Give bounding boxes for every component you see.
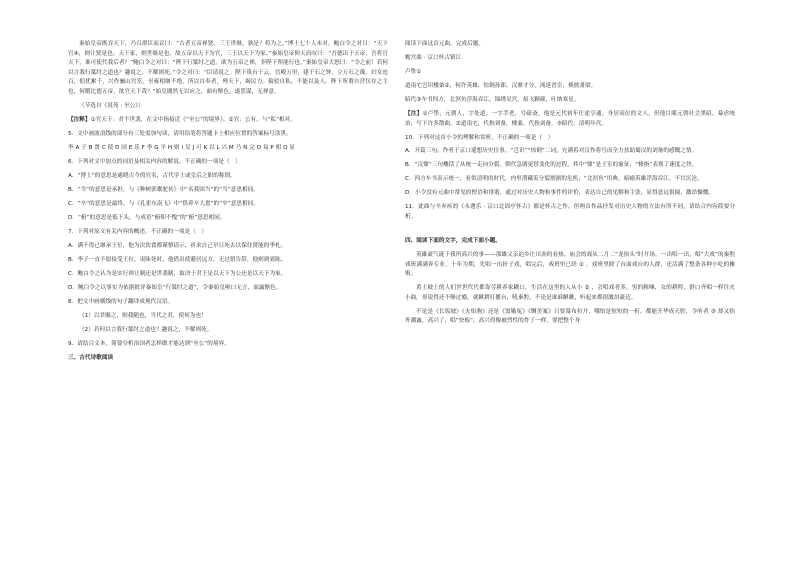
annotation [68,116,388,126]
poem-annotation [405,110,735,129]
section-4-heading: 四、阅读下面的文字，完成下面小题。 [405,238,501,244]
annotation-tag: 【注释】 [68,116,91,123]
passage-source: （节选自《说苑 · 至公》） [79,102,144,109]
left-column [68,40,388,368]
essay-paragraph-1: 英雄豪气诞于我所高兴的事——那雄父亲迫乡庄川沥的看热。庙会的戏从二月二“龙抬头”时开场，一出唱一出，唱“大戏”的秦腔戏班满满奔专业。十年为期，先唱一出折子戏，唱完后，戏班里已经 ① ，戏班里除了台面戏台的人群，还活满了整条各种小吃的摊贩。 [405,251,735,278]
poem-line-2: 昭代③车书四方，北溟鱼浮海吞江。锦绣吴宫，焰飞颗颜，吐纳寒星。 [405,96,580,103]
question-6: 6．下列对文中加点的词语及相关内容的解说，不正确的一项是（ ） [68,158,241,165]
question-11: 11．此曲与辛弃疾的《永遇乐 · 京口北固亭怀古》都是怀古之作，但两首作品抒发对历史人物的方法有所不同，请结合内容简要分析。 [405,204,735,221]
poem-title: 蟾宫曲 · 京口怀古镇江 [405,54,462,61]
poem-annotation-tag: 【注】 [405,110,423,117]
essay-paragraph-2: 黄土坡上的人们世世代代都靠劳耕养家糊口。生活在这里的人从小 ② ，会唱戏者多，男的粗嗓，女的耕程，群口齐唱一样往火小曲。哥说得还不够过瘾，就瞅耕打播台，吼秦腔，不论是谁谁瞅瞅，听起来都很激昂豪迈。 [405,285,735,301]
question-6-option-a: A．“博士”的意思是通晓古今的官名，古代学士或皇后之职的称谓。 [68,172,236,179]
annotation-text: ①官天下：君不世袭，在文中指接近《“至公”的境界》。②官：公有，与“私”相对。 [90,116,296,123]
question-7-option-b: B．李子一直不愿接受王位，夷昧死时，他借出使避居远方，无过错告辞，他则到郊陈。 [68,256,287,263]
question-5: 5．文中画波浪线的部分有三处需加句读，请用铅笔将答题卡上相应位置的答案标号涂黑。 [68,130,292,137]
right-column [405,40,735,331]
question-8-sentence-1: （1）以君赐之，则我随也，当代之君，使何为也！ [79,312,207,319]
question-10-option-a: A．开篇三句，作者于京口遥想历史往事，“岂识”“惊倒”二词，充满着对汉作将号而全力扶助蜀汉的刘备的感慨之情。 [405,148,698,155]
poem-line-1: 道南宅岂识楼桑②，何许英雄，惊倒孙郎。汉鼎才分，流延晋室，倏彼萧梁。 [405,82,597,89]
question-8-sentence-2: （2）若何以言我行桀纣之道也？趣说之，不解则死。 [79,326,213,333]
question-10-option-d: D．小令没有元曲中常见的俚语和俳谐，通过对历史人物和事件的评价，表达自己的见解和主张，显得意远很阔、激昂慷慨。 [405,190,715,197]
poem-annotation-text: ①卢挚，元朝人，字处道，一字莘老，号疏斋。他是元代初年仕途亨通、身居高位的文人，但他目睹元朝社会黑暗，暴虐统治，写下许多散曲。②道南宅，代指刘备，楼桑，代指刘备。③昭代：清明年代。 [405,110,736,127]
passage-paragraph: 秦始皇帝既吞天下，乃召群臣而议曰：“古者五帝禅贤，三王世继，孰是？将为之。”博士七十人未对。鲍白令之对曰：“天下官④，则让贤是也；天下家，则世继是也。故五帝以天下为官，三王以天下为家。”秦始皇帝仰天而叹曰：“吾德出于五帝，吾将官天下，谁可使代我后者？”鲍白令之对曰：“陛下行桀纣之道，欲为五帝之禅，非陛下所能行也。”秦始皇帝大怒曰：“令之前！若何以言我行桀纣之道也？趣说之，不解则死。”令之对曰：“臣请说之。陛下筑台干云，宫殿五里，建千石之钟，立万石之簴，妇女连百，倡优累千，兴作骊山宫室，至雍相继不绝。所以自奉者，殚天下，竭民力。偏驳自私，不能以及人。陛下所谓自营仅存之主也，何暇比德五帝，欲官天下哉？”始皇闇然无以应之，面有惭色，遂罢谋，无禅意。 [68,41,388,95]
answer-space [405,227,735,237]
poem-intro: 阅读下面这首元曲，完成后题。 [405,41,485,47]
question-5-letters: 李 A 子 B 贤 C 使 D 国 E 乐 F 李 G 平 H 则 I 吴 J 可 K 以 L 兴 M 乃 N 完 O 易 P 相 Q 显 [68,144,296,151]
question-8: 8．把文中画横线的句子翻译成现代汉语。 [68,298,174,305]
question-6-option-c: C．“卒”的意思是最终，与《孔雀东南飞》中“供养卒大恩”的“卒”意思相同。 [68,200,259,207]
question-9: 9．请结合文本，简要分析治国者怎样做才能达到“至公”的境界。 [68,340,230,347]
question-10: 10．下列对这首小令的理解和赏析，不正确的一项是（ ） [405,134,554,141]
poem-author: 卢挚① [405,68,422,75]
question-10-option-b: B．“汉鼎”三句概括了从统一走向分裂、朝代急剧更替变化的过程，其中“鼎”是王室的象征，“倏指”表现了速度之快。 [405,162,698,169]
question-6-option-d: D．“俯”的意思是低下头，与成语“俯仰不愧”的“俯”意思相同。 [68,214,226,221]
question-10-option-c: C．四方车书表示统一，看似清明的时代，内里潜藏着分裂割据的危机；“北溟鱼”用典，暗喻英雄浮海吞江，不甘沉沦。 [405,176,703,183]
question-7-option-a: A．满不得已继承王位，他为次饮食都谨慎请示，祈求自己早日死去以保住贤能的季札。 [68,242,287,249]
section-3-heading: 三、古代诗歌阅读 [68,354,114,361]
question-7-option-d: D．鲍白令之以事实为依据批评秦始皇“行桀纣之道”，令秦始皇哑口无言，面露惭色。 [68,284,282,291]
question-7-option-c: C．鲍白令之认为是实行禅让制还是世袭制，取决于君王是以天下为公还是以天下为家。 [68,270,287,277]
question-7: 7．下列对原文有关内容的概述，不正确的一项是（ ） [68,228,208,235]
question-6-option-b: B．“当”的意思是承担，与《种树郭橐驼传》中“名我固当”的“当”意思相同。 [68,186,259,193]
essay-paragraph-3: 不论是《长坂坡》《火焰驹》还是《窦娥冤》《铡美案》只要幕布拉开，哪怕是短短的一折，都能开华成天腔，令听者 ③ 却又抬外潮露，高兴了，唱“快板”，高兴得像被烈性的炸了一样，要把整个身 [405,308,735,325]
